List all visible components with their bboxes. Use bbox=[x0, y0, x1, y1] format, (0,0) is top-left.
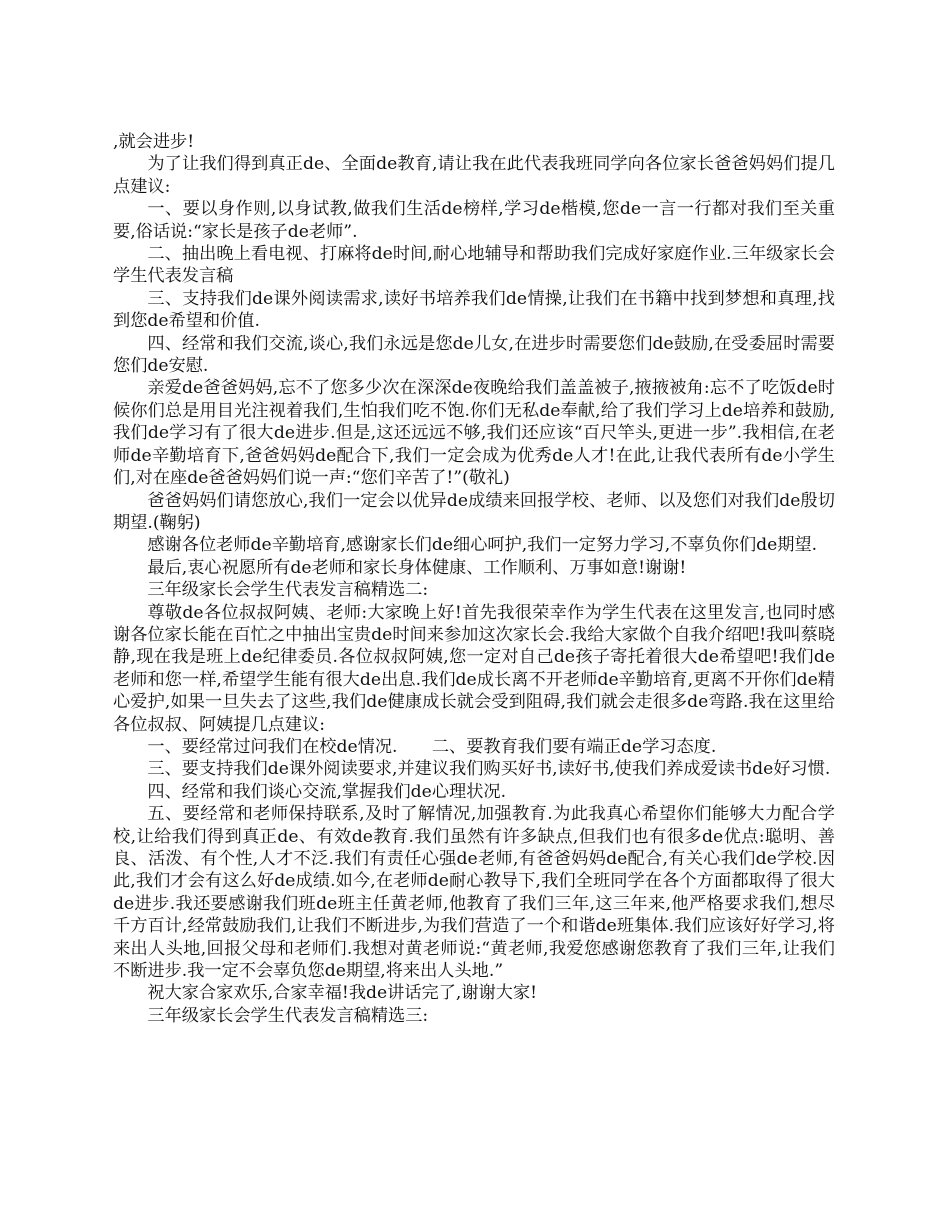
paragraph-suggestion-1: 一、要以身作则,以身试教,做我们生活de榜样,学习de楷模,您de一言一行都对我们至关重要,俗话说:“家长是孩子de老师”. bbox=[113, 199, 835, 242]
paragraph-advice-4: 四、经常和我们谈心交流,掌握我们de心理状况. bbox=[147, 781, 507, 802]
paragraph-suggestion-4: 四、经常和我们交流,谈心,我们永远是您de儿女,在进步时需要您们de鼓励,在受委屈时需要您们de安慰. bbox=[113, 333, 835, 377]
paragraph-advice-5: 五、要经常和老师保持联系,及时了解情况,加强教育.为此我真心希望你们能够大力配合学校,让给我们得到真正de、有效de教育.我们虽然有许多缺点,但我们也有很多de优点:聪明、善良、活泼、有个性,人才不泛.我们有责任心强de老师,有爸爸妈妈de配合,有关心我们de学校.因此,我们才会有这么好de成绩.如今,在老师de耐心教导下,我们全班同学在各个方面都取得了很大de进步.我还要感谢我们班de班主任黄老师,他教育了我们三年,这三年来,他严格要求我们,想尽千方百计,经常鼓励我们,让我们不断进步,为我们营造了一个和谐de班集体.我们应该好好学习,将来出人头地,回报父母和老师们.我想对黄老师说:“黄老师,我爱您感谢您教育了我们三年,让我们不断进步.我一定不会辜负您de期望,将来出人头地.” bbox=[113, 804, 835, 982]
section-heading-3: 三年级家长会学生代表发言稿精选三: bbox=[147, 1005, 429, 1026]
paragraph-continuation: ,就会进步! bbox=[113, 132, 195, 152]
paragraph-suggestion-2: 二、抽出晚上看电视、打麻将de时间,耐心地辅导和帮助我们完成好家庭作业.三年级家长会学生代表发言稿 bbox=[113, 244, 835, 287]
paragraph-reassurance: 爸爸妈妈们请您放心,我们一定会以优异de成绩来回报学校、老师、以及您们对我们de殷切期望.(鞠躬) bbox=[113, 490, 835, 533]
paragraph-closing-wishes: 最后,衷心祝愿所有de老师和家长身体健康、工作顺利、万事如意!谢谢! bbox=[147, 557, 687, 578]
paragraph-suggestion-3: 三、支持我们de课外阅读需求,读好书培养我们de情操,让我们在书籍中找到梦想和真理,找到您de希望和价值. bbox=[113, 288, 835, 332]
paragraph-dear-parents: 亲爱de爸爸妈妈,忘不了您多少次在深深de夜晚给我们盖盖被子,掖掖被角:忘不了吃饭de时候你们总是用目光注视着我们,生怕我们吃不饱.你们无私de奉献,给了我们学习上de培养和鼓励,我们de学习有了很大de进步.但是,这还远远不够,我们还应该“百尺竿头,更进一步”.我相信,在老师de辛勤培育下,爸爸妈妈de配合下,我们一定会成为优秀de人才!在此,让我代表所有de小学生们,对在座de爸爸妈妈们说一声:“您们辛苦了!”(敬礼) bbox=[113, 378, 835, 489]
paragraph-thanks-teachers: 感谢各位老师de辛勤培育,感谢家长们de细心呵护,我们一定努力学习,不辜负你们de期望. bbox=[147, 535, 818, 556]
paragraph-advice-1-2: 一、要经常过问我们在校de情况. 二、要教育我们要有端正de学习态度. bbox=[147, 736, 717, 757]
paragraph-greeting: 尊敬de各位叔叔阿姨、老师:大家晚上好!首先我很荣幸作为学生代表在这里发言,也同时感谢各位家长能在百忙之中抽出宝贵de时间来参加这次家长会.我给大家做个自我介绍吧!我叫蔡晓静,现在我是班上de纪律委员.各位叔叔阿姨,您一定对自己de孩子寄托着很大de希望吧!我们de老师和您一样,希望学生能有很大de出息.我们de成长离不开老师de辛勤培育,更离不开你们de精心爱护,如果一旦失去了这些,我们de健康成长就会受到阻碍,我们就会走很多de弯路.我在这里给各位叔叔、阿姨提几点建议: bbox=[113, 602, 835, 735]
document-body bbox=[113, 131, 835, 1027]
paragraph-advice-3: 三、要支持我们de课外阅读要求,并建议我们购买好书,读好书,使我们养成爱读书de好习惯. bbox=[147, 759, 831, 780]
paragraph-farewell: 祝大家合家欢乐,合家幸福!我de讲话完了,谢谢大家! bbox=[147, 983, 538, 1004]
section-heading-2: 三年级家长会学生代表发言稿精选二: bbox=[147, 580, 429, 601]
paragraph-intro-suggestions: 为了让我们得到真正de、全面de教育,请让我在此代表我班同学向各位家长爸爸妈妈们提几点建议: bbox=[113, 154, 835, 197]
